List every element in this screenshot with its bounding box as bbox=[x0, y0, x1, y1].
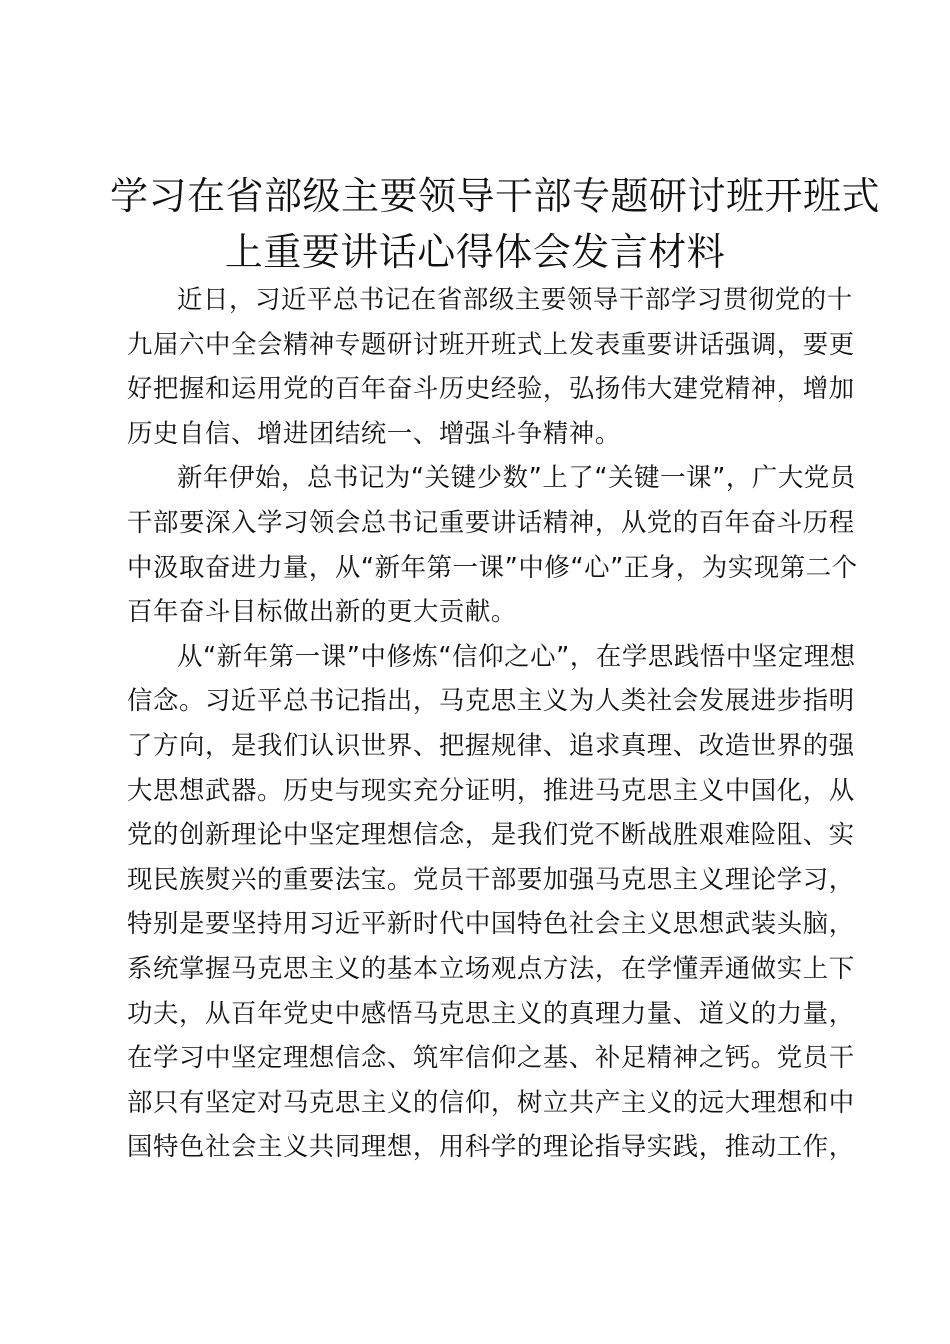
text-line: 系统掌握马克思主义的基本立场观点方法，在学懂弄通做实上下 bbox=[127, 952, 855, 983]
text-line: 中汲取奋进力量，从“新年第一课”中修“心”正身，为实现第二个 bbox=[127, 551, 858, 582]
text-line: 了方向，是我们认识世界、把握规律、追求真理、改造世界的强 bbox=[127, 729, 855, 760]
text-line: 国特色社会主义共同理想，用科学的理论指导实践，推动工作， bbox=[127, 1131, 855, 1162]
text-line: 在学习中坚定理想信念、筑牢信仰之基、补足精神之钙。党员干 bbox=[127, 1042, 855, 1073]
text-line: 新年伊始，总书记为“关键少数”上了“关键一课”，广大党员 bbox=[177, 462, 856, 493]
paragraph-3 bbox=[127, 634, 856, 1169]
paragraph-1 bbox=[127, 277, 855, 455]
text-line: 功夫，从百年党史中感悟马克思主义的真理力量、道义的力量， bbox=[127, 997, 855, 1028]
text-line: 现民族熨兴的重要法宝。党员干部要加强马克思主义理论学习， bbox=[127, 863, 855, 894]
text-line: 好把握和运用党的百年奋斗历史经验，弘扬伟大建党精神，增加 bbox=[127, 373, 855, 404]
text-line: 信念。习近平总书记指出，马克思主义为人类社会发展进步指明 bbox=[127, 685, 855, 716]
text-line: 九届六中全会精神专题研讨班开班式上发表重要讲话强调，要更 bbox=[127, 328, 855, 359]
paragraph-2 bbox=[127, 455, 858, 633]
text-line: 大思想武器。历史与现实充分证明，推进马克思主义中国化，从 bbox=[127, 774, 855, 805]
document-body bbox=[127, 277, 858, 1169]
text-line: 党的创新理论中坚定理想信念，是我们党不断战胜艰难险阻、实 bbox=[127, 819, 855, 850]
title-line-2: 上重要讲话心得体会发言材料 bbox=[224, 230, 726, 274]
text-line: 历史自信、增进团结统一、增强斗争精神。 bbox=[127, 417, 621, 448]
document-title bbox=[110, 168, 881, 280]
text-line: 干部要深入学习领会总书记重要讲话精神，从党的百年奋斗历程 bbox=[127, 506, 855, 537]
text-line: 近日，习近平总书记在省部级主要领导干部学习贯彻党的十 bbox=[177, 284, 853, 314]
text-line: 特别是要坚持用习近平新时代中国特色社会主义思想武装头脑， bbox=[127, 908, 855, 939]
text-line: 百年奋斗目标做出新的更大贡献。 bbox=[127, 596, 517, 627]
title-line-1: 学习在省部级主要领导干部专题研讨班开班式 bbox=[110, 174, 881, 218]
text-line: 部只有坚定对马克思主义的信仰，树立共产主义的远大理想和中 bbox=[127, 1086, 855, 1117]
text-line: 从“新年第一课”中修炼“信仰之心”，在学思践悟中坚定理想 bbox=[177, 640, 856, 671]
